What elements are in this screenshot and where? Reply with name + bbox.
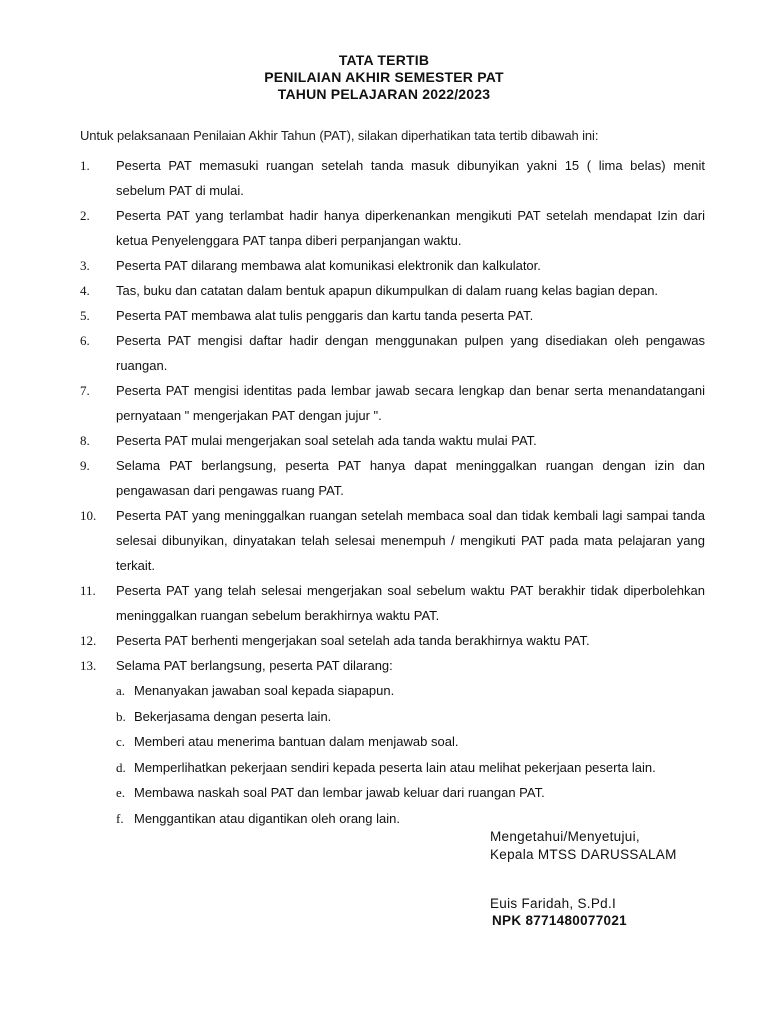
rule-number: 10. <box>80 508 97 523</box>
rule-item <box>80 453 705 503</box>
prohibition-text: Menanyakan jawaban soal kepada siapapun. <box>134 683 395 698</box>
prohibition-text: Memperlihatkan pekerjaan sendiri kepada peserta lain atau melihat pekerjaan peserta lain. <box>134 759 656 775</box>
rule-item <box>80 503 705 578</box>
rule-text: Peserta PAT memasuki ruangan setelah tanda masuk dibunyikan yakni 15 ( lima belas) menit sebelum PAT di mulai. <box>116 158 705 198</box>
rule-item <box>80 328 705 378</box>
document-title: TATA TERTIB <box>338 52 430 68</box>
rule-text: Selama PAT berlangsung, peserta PAT dilarang: <box>116 658 393 673</box>
rule-item <box>80 303 705 328</box>
rule-number: 2. <box>80 208 90 223</box>
rule-number: 6. <box>80 333 90 348</box>
rule-number: 8. <box>80 433 90 448</box>
rule-item <box>80 578 705 628</box>
rule-item <box>80 378 705 428</box>
rule-text: Peserta PAT mengisi daftar hadir dengan menggunakan pulpen yang disediakan oleh pengawas ruangan. <box>116 333 705 373</box>
approval-label: Mengetahui/Menyetujui, <box>490 829 640 844</box>
rule-text: Peserta PAT mulai mengerjakan soal setelah ada tanda waktu mulai PAT. <box>116 433 537 448</box>
rule-text: Selama PAT berlangsung, peserta PAT hanya dapat meninggalkan ruangan dengan izin dan pengawasan dari pengawas ruang PAT. <box>116 458 705 498</box>
rule-item <box>80 653 705 678</box>
rule-text: Peserta PAT yang meninggalkan ruangan setelah membaca soal dan tidak kembali lagi sampai tanda selesai dibunyikan, dinyatakan telah selesai menempuh / mengikuti PAT pada mata pelajaran yang terkait. <box>116 508 705 573</box>
rule-number: 7. <box>80 383 90 398</box>
rule-number: 12. <box>80 633 97 648</box>
rule-number: 1. <box>80 158 90 173</box>
rule-text: Peserta PAT mengisi identitas pada lembar jawab secara lengkap dan benar serta menandatangani pernyataan " mengerjakan PAT dengan jujur ". <box>116 383 705 423</box>
prohibition-letter: b. <box>116 708 126 724</box>
rule-text: Peserta PAT yang terlambat hadir hanya diperkenankan mengikuti PAT setelah mendapat Izin dari ketua Penyelenggara PAT tanpa diberi perpanjangan waktu. <box>116 208 705 248</box>
rule-item <box>80 428 705 453</box>
signer-name: Euis Faridah, S.Pd.I <box>490 896 617 911</box>
prohibition-text: Menggantikan atau digantikan oleh orang lain. <box>134 810 400 826</box>
prohibition-text: Memberi atau menerima bantuan dalam menjawab soal. <box>134 734 459 749</box>
rule-number: 3. <box>80 258 90 273</box>
intro-text: Untuk pelaksanaan Penilaian Akhir Tahun (PAT), silakan diperhatikan tata tertib dibawah ini: <box>80 128 599 143</box>
rule-text: Tas, buku dan catatan dalam bentuk apapun dikumpulkan di dalam ruang kelas bagian depan. <box>116 283 659 298</box>
prohibition-item <box>116 780 705 806</box>
rule-item <box>80 278 705 303</box>
rule-text: Peserta PAT yang telah selesai mengerjakan soal sebelum waktu PAT berakhir tidak diperbolehkan meninggalkan ruangan sebelum berakhirnya waktu PAT. <box>116 583 705 623</box>
document-subtitle: PENILAIAN AKHIR SEMESTER PAT <box>264 69 504 85</box>
prohibition-letter: c. <box>116 734 126 749</box>
signer-position: Kepala MTSS DARUSSALAM <box>490 847 677 862</box>
rule-number: 5. <box>80 308 90 323</box>
rule-item <box>80 203 705 253</box>
prohibition-item <box>116 704 705 730</box>
rule-item <box>80 628 705 653</box>
academic-year: TAHUN PELAJARAN 2022/2023 <box>277 86 491 102</box>
rule-number: 9. <box>80 458 90 473</box>
rule-number: 11. <box>80 583 96 598</box>
prohibition-letter: a. <box>116 683 126 698</box>
prohibition-letter: f. <box>116 810 124 826</box>
rule-text: Peserta PAT dilarang membawa alat komunikasi elektronik dan kalkulator. <box>116 258 541 273</box>
rule-number: 13. <box>80 658 97 673</box>
prohibition-item <box>116 678 705 704</box>
prohibition-letter: d. <box>116 759 126 775</box>
prohibition-text: Membawa naskah soal PAT dan lembar jawab keluar dari ruangan PAT. <box>134 785 545 800</box>
rule-item <box>80 253 705 278</box>
rule-text: Peserta PAT berhenti mengerjakan soal setelah ada tanda berakhirnya waktu PAT. <box>116 633 590 648</box>
signer-npk: NPK 8771480077021 <box>492 913 627 928</box>
rule-text: Peserta PAT membawa alat tulis penggaris dan kartu tanda peserta PAT. <box>116 308 534 323</box>
rule-item <box>80 153 705 203</box>
prohibition-item <box>116 729 705 755</box>
prohibition-item <box>116 755 705 781</box>
prohibition-letter: e. <box>116 785 126 800</box>
prohibition-text: Bekerjasama dengan peserta lain. <box>134 708 332 724</box>
rule-number: 4. <box>80 283 90 298</box>
rules-list <box>80 153 705 831</box>
